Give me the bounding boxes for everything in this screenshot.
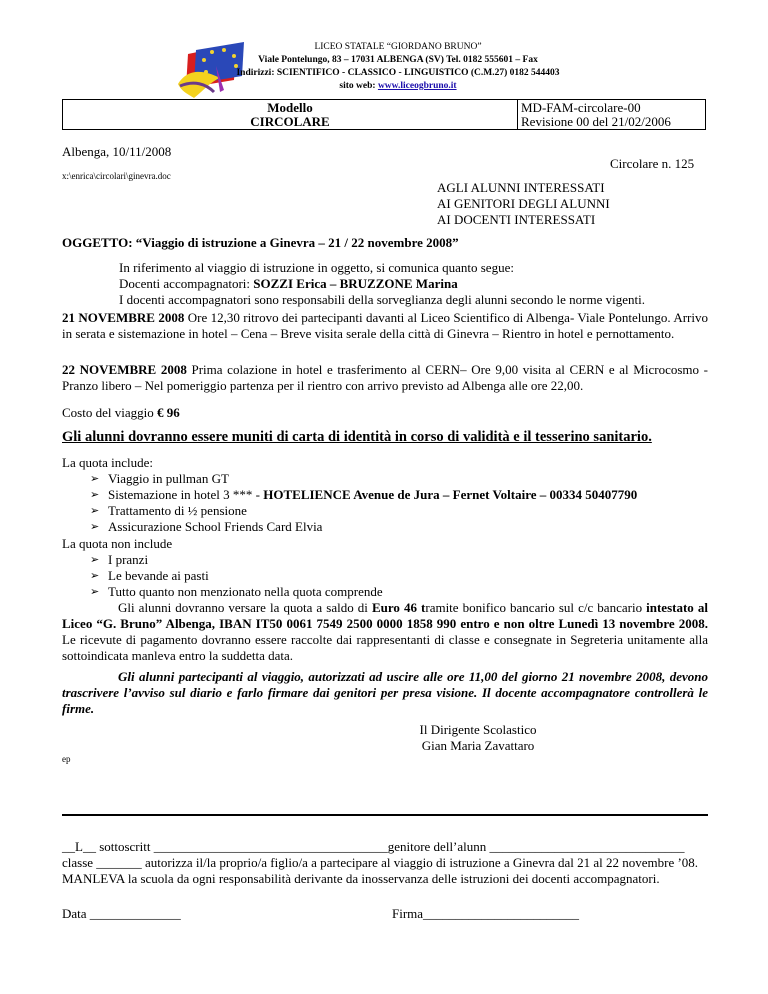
list-item (62, 487, 708, 503)
payment-text: Le ricevute di pagamento dovranno essere raccolte dai rappresentanti di classe e consegnate in Segreteria unitamente alla sottoindicata manleva entro la suddetta data. (62, 632, 708, 663)
signature-name: Gian Maria Zavattaro (421, 738, 535, 753)
cost-value: € 96 (156, 405, 180, 420)
date-place: Albenga, 10/11/2008 (62, 144, 172, 159)
form-line-authorization[interactable]: classe _______ autorizza il/la proprio/a figlio/a a partecipare al viaggio di istruzione a Ginevra dal 21 al 22 novembre ’08. (62, 855, 699, 870)
model-value: CIRCOLARE (250, 114, 330, 129)
responsibility-line: I docenti accompagnatori sono responsabili della sorveglianza degli alunni secondo le norme vigenti. (119, 292, 645, 307)
subject: OGGETTO: “Viaggio di istruzione a Ginevra – 21 / 22 novembre 2008” (62, 235, 459, 250)
teachers-line (119, 276, 645, 292)
recipient-parents: AI GENITORI DEGLI ALUNNI (437, 196, 610, 211)
form-line-manleva: MANLEVA la scuola da ogni responsabilità derivante da inosservanza delle istruzioni dei docenti accompagnatori. (62, 871, 660, 886)
include-item-text: Sistemazione in hotel 3 *** - (108, 487, 264, 502)
list-item (62, 471, 708, 487)
excludes-section (62, 536, 708, 600)
website-link[interactable]: www.liceogbruno.it (377, 81, 457, 91)
school-website (14, 80, 768, 93)
includes-title: La quota include: (62, 455, 153, 470)
circolare-number: Circolare n. 125 (610, 156, 695, 171)
excludes-title: La quota non include (62, 536, 173, 551)
exclude-item-text: Le bevande ai pasti (108, 568, 209, 583)
payment-paragraph (62, 600, 708, 664)
recipient-teachers: AI DOCENTI INTERESSATI (437, 212, 596, 227)
form-date-field[interactable]: Data ______________ (62, 906, 181, 921)
day2-paragraph (62, 362, 708, 394)
list-item (62, 584, 708, 600)
signature-role: Il Dirigente Scolastico (419, 722, 537, 737)
model-box (62, 99, 706, 130)
divider (62, 814, 708, 816)
includes-section (62, 455, 708, 535)
exclude-item-text: I pranzi (108, 552, 149, 567)
list-item (62, 519, 708, 535)
payment-iban: intestato al Liceo “G. Bruno” Albenga, IBAN IT50 0061 7549 2500 0000 1858 990 entro e non oltre Lunedì 13 novembre 2008. (62, 600, 708, 631)
excludes-list (62, 552, 708, 600)
school-name: LICEO STATALE “GIORDANO BRUNO” (314, 42, 482, 52)
day1-date: 21 NOVEMBRE 2008 (62, 310, 185, 325)
payment-text: ramite bonifico bancario sul c/c bancario (425, 600, 647, 615)
form-line-parent[interactable]: __L__ sottoscritt ____________________________________genitore dell’alunn ______________________________ (62, 839, 685, 854)
payment-amount: Euro 46 t (371, 600, 426, 615)
school-indirizzi: Indirizzi: SCIENTIFICO - CLASSICO - LINGUISTICO (C.M.27) 0182 544403 (236, 68, 560, 78)
day1-paragraph (62, 310, 708, 342)
authorization-paragraph: Gli alunni partecipanti al viaggio, autorizzati ad uscire alle ore 11,00 del giorno 21 novembre 2008, devono trascrivere l’avviso sul diario e farlo firmare dai genitori per presa visione. Il docente accompagnatore controllerà le firme. (62, 669, 708, 716)
day2-text: Prima colazione in hotel e trasferimento al CERN– Ore 9,00 visita al CERN e al Microcosmo - Pranzo libero – Nel pomeriggio partenza per il rientro con arrivo previsto ad Albenga alle ore 22,00. (62, 362, 708, 393)
signature-block (408, 722, 548, 754)
payment-text: Gli alunni dovranno versare la quota a saldo di (118, 600, 372, 615)
model-revision: Revisione 00 del 21/02/2006 (521, 114, 671, 129)
day2-date: 22 NOVEMBRE 2008 (62, 362, 187, 377)
recipient-students: AGLI ALUNNI INTERESSATI (437, 180, 605, 195)
day1-text: Ore 12,30 ritrovo dei partecipanti davanti al Liceo Scientifico di Albenga- Viale Pontelungo. Arrivo in serata e sistemazione in hotel – Cena – Breve visita serale della città di Ginevra – Rientro in hotel e pernottamento. (62, 310, 708, 341)
exclude-item-text: Tutto quanto non menzionato nella quota comprende (108, 584, 383, 599)
model-code (521, 100, 671, 129)
arrow-bullet-icon: ➢ (90, 586, 100, 598)
parent-form (62, 839, 708, 887)
website-label: sito web: (339, 81, 376, 91)
file-path: x:\enrica\circolari\ginevra.doc (62, 171, 171, 181)
list-item (62, 552, 708, 568)
includes-list (62, 471, 708, 535)
arrow-bullet-icon: ➢ (90, 521, 100, 533)
initials: ep (62, 754, 71, 764)
teachers-names: SOZZI Erica – BRUZZONE Marina (253, 276, 458, 291)
model-code-id: MD-FAM-circolare-00 (521, 100, 641, 115)
arrow-bullet-icon: ➢ (90, 505, 100, 517)
id-notice: Gli alunni dovranno essere muniti di carta di identità in corso di validità e il tesserino sanitario. (62, 429, 652, 445)
hotel-info: HOTELIENCE Avenue de Jura – Fernet Voltaire – 00334 50407790 (263, 487, 638, 502)
model-label: Modello (267, 100, 313, 115)
teachers-label: Docenti accompagnatori: (119, 276, 254, 291)
intro-line: In riferimento al viaggio di istruzione in oggetto, si comunica quanto segue: (119, 260, 514, 275)
include-item-text: Viaggio in pullman GT (108, 471, 229, 486)
school-address: Viale Pontelungo, 83 – 17031 ALBENGA (SV) Tel. 0182 555601 – Fax (258, 55, 538, 65)
form-signature-field[interactable]: Firma________________________ (392, 906, 580, 921)
list-item (62, 568, 708, 584)
cost-label: Costo del viaggio (62, 405, 157, 420)
recipients (437, 180, 610, 228)
arrow-bullet-icon: ➢ (90, 473, 100, 485)
arrow-bullet-icon: ➢ (90, 489, 100, 501)
intro (119, 260, 645, 308)
include-item-text: Assicurazione School Friends Card Elvia (108, 519, 323, 534)
cost-line (62, 405, 708, 421)
include-item-text: Trattamento di ½ pensione (108, 503, 247, 518)
arrow-bullet-icon: ➢ (90, 554, 100, 566)
arrow-bullet-icon: ➢ (90, 570, 100, 582)
model-type (63, 100, 518, 130)
list-item (62, 503, 708, 519)
